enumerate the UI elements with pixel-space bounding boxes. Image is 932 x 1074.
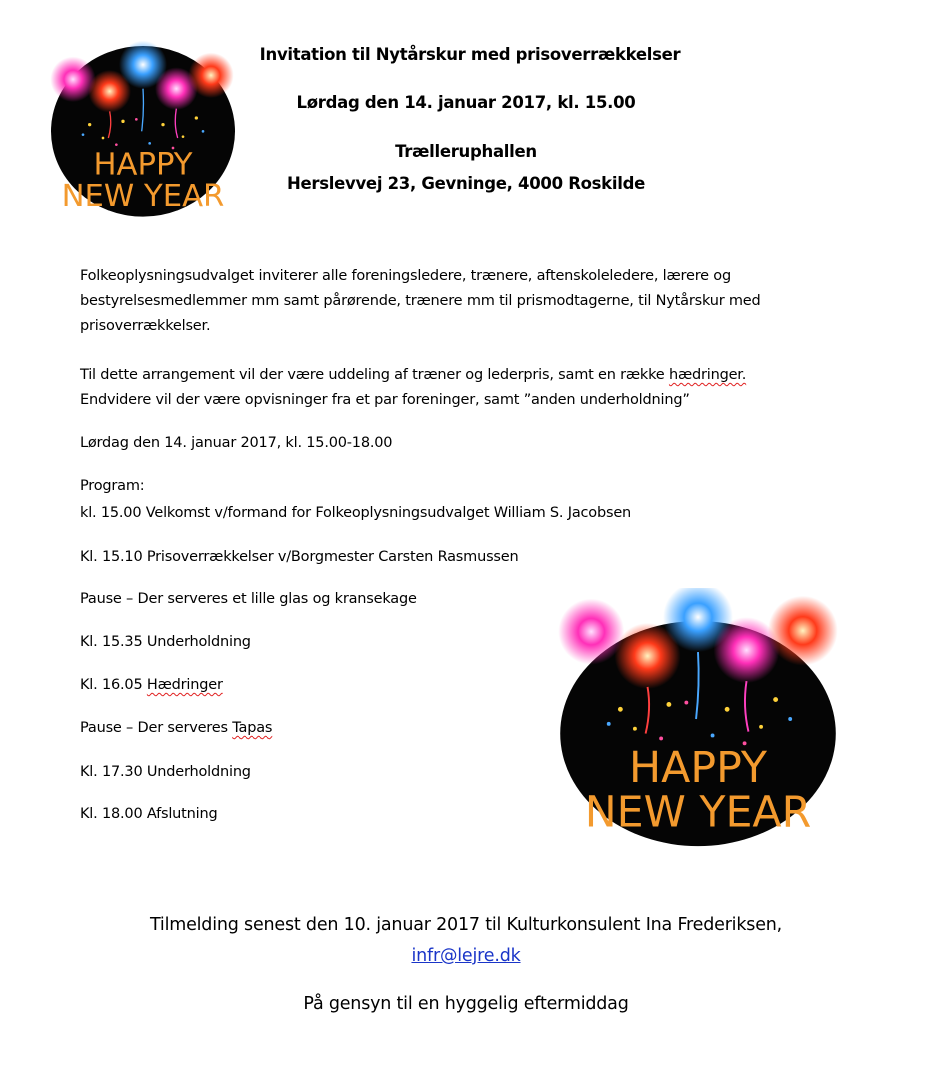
details-text: Til dette arrangement vil der være uddeling af træner og lederpris, samt en række [80,367,669,383]
time-line: Lørdag den 14. januar 2017, kl. 15.00-18.00 [80,435,393,451]
venue-name: Trælleruphallen [395,142,537,161]
program-item: Kl. 15.10 Prisoverrækkelser v/Borgmester Carsten Rasmussen [80,549,519,565]
event-date: Lørdag den 14. januar 2017, kl. 15.00 [296,93,636,112]
intro-paragraph [80,264,761,339]
spellcheck-word: hædringer. [668,367,747,383]
intro-line: prisoverrækkelser. [80,318,211,334]
program-item-time: Kl. 16.05 [80,677,147,693]
email-line [0,946,932,966]
firework-pink [558,599,624,665]
program-heading: Program: [80,478,145,494]
happy-new-year-badge-large [550,588,846,850]
program-item: Kl. 18.00 Afslutning [80,806,218,822]
program-item: Kl. 15.35 Underholdning [80,634,251,650]
firework-red [768,596,838,666]
badge-text-new-year: NEW YEAR [584,787,812,838]
details-paragraph [80,363,746,413]
invitation-title: Invitation til Nytårskur med prisoverrækkelser [259,45,681,64]
badge-text-new-year: NEW YEAR [61,179,225,214]
spellcheck-word: Hædringer [146,677,223,693]
program-item [80,720,272,736]
intro-line: Folkeoplysningsudvalget inviterer alle foreningsledere, trænere, aftenskoleledere, lærere og [80,268,731,284]
spellcheck-word: Tapas [232,720,273,736]
intro-line: bestyrelsesmedlemmer mm samt pårørende, trænere mm til prismodtagerne, til Nytårskur med [80,293,761,309]
program-item-text: Pause – Der serveres [80,720,233,736]
details-line: Endvidere vil der være opvisninger fra et par foreninger, samt ”anden underholdning” [80,392,690,408]
program-item [80,677,223,693]
details-line [80,363,746,388]
program-item: Kl. 17.30 Underholdning [80,764,251,780]
signup-text: Tilmelding senest den 10. januar 2017 til Kulturkonsulent Ina Frederiksen, [149,915,783,935]
program-item: Pause – Der serveres et lille glas og kransekage [80,591,417,607]
badge-text-happy: HAPPY [629,743,767,794]
program-item: kl. 15.00 Velkomst v/formand for Folkeoplysningsudvalget William S. Jacobsen [80,505,632,521]
badge-text-happy: HAPPY [93,147,193,183]
closing-text: På gensyn til en hyggelig eftermiddag [303,994,629,1014]
email-link[interactable]: infr@lejre.dk [411,946,521,966]
venue-address: Herslevvej 23, Gevninge, 4000 Roskilde [287,174,645,193]
